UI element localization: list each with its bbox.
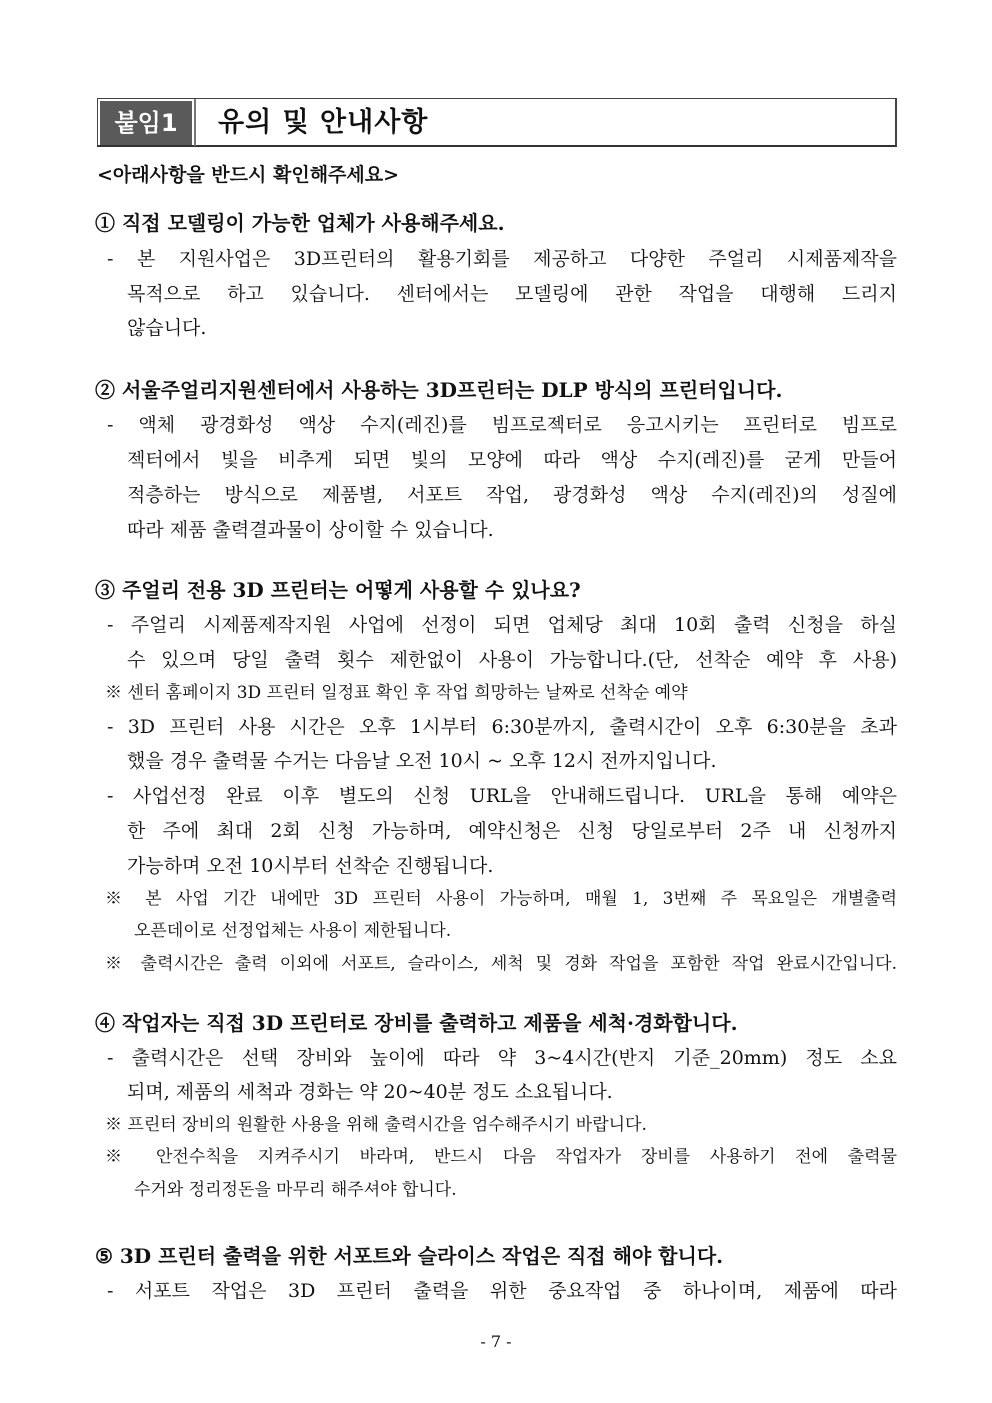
section-4-title: ④ 작업자는 직접 3D 프린터로 장비를 출력하고 제품을 세척·경화합니다.: [95, 1011, 738, 1035]
section-5-line: - 서포트 작업은 3D 프린터 출력을 위한 중요작업 중 하나이며, 제품에 따라: [107, 1280, 897, 1302]
section-1-line: 목적으로 하고 있습니다. 센터에서는 모델링에 관한 작업을 대행해 드리지: [127, 283, 897, 305]
section-3-line: 가능하며 오전 10시부터 선착순 진행됩니다.: [127, 855, 494, 877]
section-header: [97, 98, 897, 147]
section-4-note: ※ 안전수칙을 지켜주시기 바라며, 반드시 다음 작업자가 장비를 사용하기 전에 출력물: [105, 1147, 897, 1167]
section-3-line: 수 있으며 당일 출력 횟수 제한없이 사용이 가능합니다.(단, 선착순 예약 후 사용): [127, 649, 897, 671]
attachment-label: 붙임1: [100, 101, 192, 145]
section-3-note: 오픈데이로 선정업체는 사용이 제한됩니다.: [134, 921, 452, 941]
section-3-line: - 3D 프린터 사용 시간은 오후 1시부터 6:30분까지, 출력시간이 오후 6:30분을 초과: [107, 716, 897, 738]
section-3-note: ※ 본 사업 기간 내에만 3D 프린터 사용이 가능하며, 매월 1, 3번째 주 목요일은 개별출력: [105, 889, 897, 909]
page-number: - 7 -: [480, 1332, 512, 1351]
header-divider: [194, 99, 196, 146]
section-4-note: ※ 프린터 장비의 원활한 사용을 위해 출력시간을 엄수해주시기 바랍니다.: [105, 1115, 647, 1135]
section-3-line: - 사업선정 완료 이후 별도의 신청 URL을 안내해드립니다. URL을 통해 예약은: [107, 785, 897, 807]
section-1-line: - 본 지원사업은 3D프린터의 활용기회를 제공하고 다양한 주얼리 시제품제작을: [107, 248, 897, 270]
section-2-line: - 액체 광경화성 액상 수지(레진)를 빔프로젝터로 응고시키는 프린터로 빔프로: [107, 414, 897, 436]
section-3-title: ③ 주얼리 전용 3D 프린터는 어떻게 사용할 수 있나요?: [95, 578, 581, 602]
section-4-line: 되며, 제품의 세척과 경화는 약 20~40분 정도 소요됩니다.: [127, 1081, 613, 1103]
section-3-line: - 주얼리 시제품제작지원 사업에 선정이 되면 업체당 최대 10회 출력 신청을 하실: [107, 614, 897, 636]
section-3-line: 했을 경우 출력물 수거는 다음날 오전 10시 ~ 오후 12시 전까지입니다.: [127, 750, 717, 772]
section-3-note: ※ 출력시간은 출력 이외에 서포트, 슬라이스, 세척 및 경화 작업을 포함한 작업 완료시간입니다.: [105, 954, 897, 974]
section-4-note: 수거와 정리정돈을 마무리 해주셔야 합니다.: [134, 1180, 457, 1200]
section-3-line: 한 주에 최대 2회 신청 가능하며, 예약신청은 신청 당일로부터 2주 내 신청까지: [127, 820, 897, 842]
section-2-title: ② 서울주얼리지원센터에서 사용하는 3D프린터는 DLP 방식의 프린터입니다.: [95, 378, 783, 402]
section-2-line: 젝터에서 빛을 비추게 되면 빛의 모양에 따라 액상 수지(레진)를 굳게 만들어: [127, 449, 897, 471]
section-1-title: ① 직접 모델링이 가능한 업체가 사용해주세요.: [95, 211, 505, 235]
page-title: 유의 및 안내사항: [218, 107, 429, 138]
section-2-line: 따라 제품 출력결과물이 상이할 수 있습니다.: [127, 519, 494, 541]
section-5-title: ⑤ 3D 프린터 출력을 위한 서포트와 슬라이스 작업은 직접 해야 합니다.: [95, 1244, 724, 1268]
section-4-line: - 출력시간은 선택 장비와 높이에 따라 약 3~4시간(반지 기준_20mm) 정도 소요: [107, 1047, 897, 1069]
notice-heading: <아래사항을 반드시 확인해주세요>: [97, 164, 400, 186]
section-1-line: 않습니다.: [127, 317, 207, 339]
section-3-note: ※ 센터 홈페이지 3D 프린터 일정표 확인 후 작업 희망하는 날짜로 선착순 예약: [105, 683, 688, 703]
section-2-line: 적층하는 방식으로 제품별, 서포트 작업, 광경화성 액상 수지(레진)의 성질에: [127, 484, 897, 506]
